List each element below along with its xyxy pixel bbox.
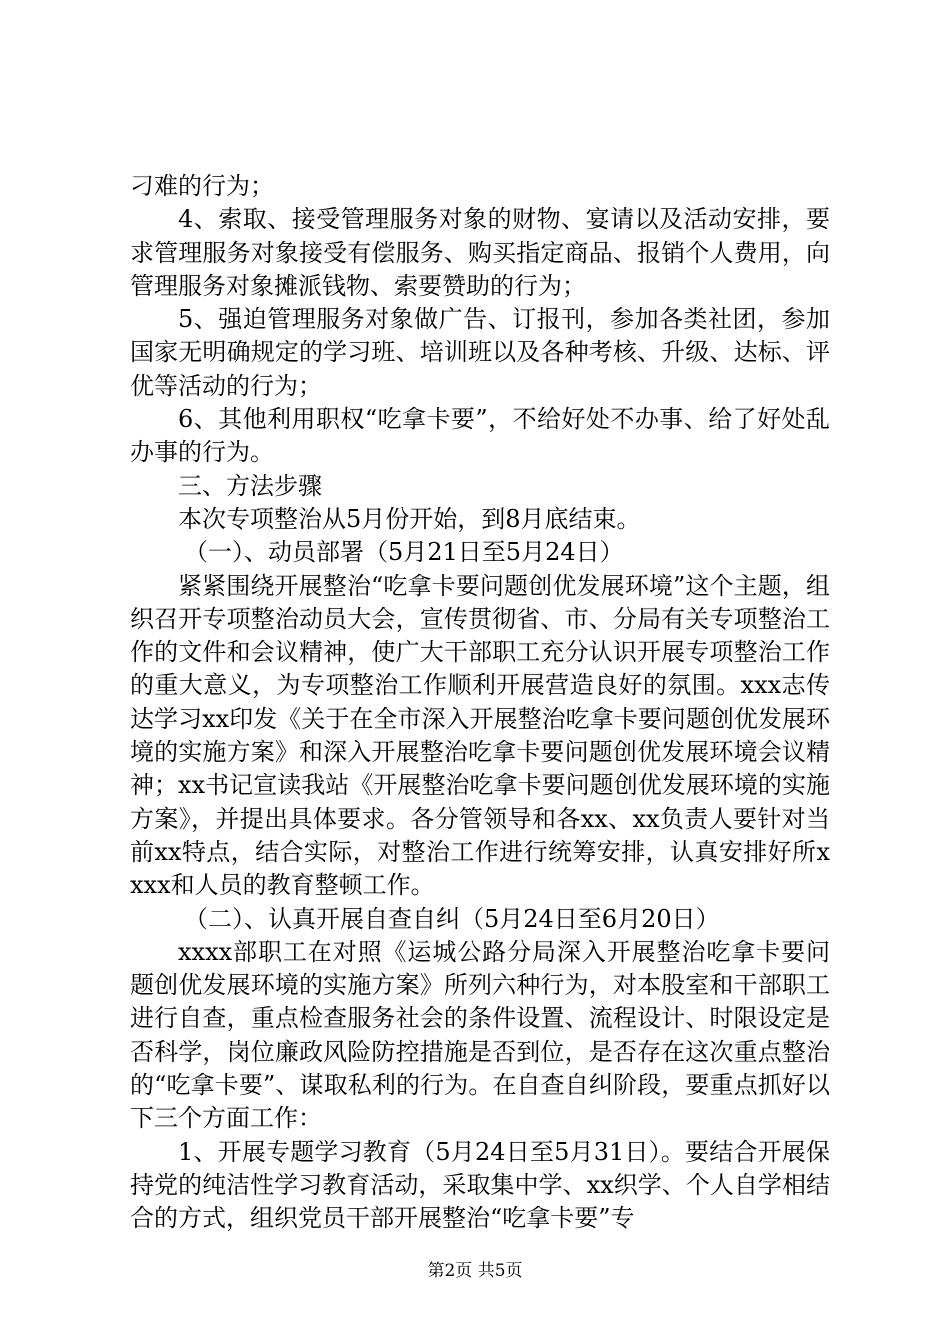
section-heading-methods: 三、方法步骤 — [178, 471, 322, 500]
subheading-mobilization: （一）、动员部署（5月21日至5月24日） — [184, 538, 624, 567]
paragraph-mobilization: 紧紧围绕开展整治“吃拿卡要问题创优发展环境”这个主题，组织召开专项整治动员大会，宣传贯彻省、市、分局有关专项整治工作的文件和会议精神，使广大干部职工充分认识开展专项整治工作的重大意义，为专项整治工作顺利开展营造良好的氛围。xxx志传达学习xx印发《关于在全市深入开展整治吃拿卡要问题创优发展环境的实施方案》和深入开展整治吃拿卡要问题创优发展环境会议精神；xx书记宣读我站《开展整治吃拿卡要问题创优发展环境的实施方案》，并提出具体要求。各分管领导和各xx、xx负责人要针对当前xx特点，结合实际，对整治工作进行统筹安排，认真安排好所xxxx和人员的教育整顿工作。 — [130, 571, 830, 900]
paragraph-item-4: 4、索取、接受管理服务对象的财物、宴请以及活动安排，要求管理服务对象接受有偿服务、购买指定商品、报销个人费用，向管理服务对象摊派钱物、索要赞助的行为； — [130, 205, 830, 300]
paragraph-continued: 刁难的行为； — [130, 172, 274, 200]
paragraph-schedule: 本次专项整治从5月份开始，到8月底结束。 — [178, 504, 641, 533]
paragraph-item-5: 5、强迫管理服务对象做广告、订报刊，参加各类社团，参加国家无明确规定的学习班、培训班以及各种考核、升级、达标、评优等活动的行为； — [130, 305, 830, 400]
page-number-footer: 第2页 共5页 — [427, 1261, 523, 1281]
subheading-self-inspection: （二）、认真开展自查自纠（5月24日至6月20日） — [184, 904, 720, 933]
paragraph-self-inspection: xxxx部职工在对照《运城公路分局深入开展整治吃拿卡要问题创优发展环境的实施方案》所列六种行为，对本股室和干部职工进行自查，重点检查服务社会的条件设置、流程设计、时限设定是否科学，岗位廉政风险防控措施是否到位，是否存在这次重点整治的“吃拿卡要”、谋取私利的行为。在自查自纠阶段，要重点抓好以下三个方面工作： — [130, 937, 830, 1133]
paragraph-study-education: 1、开展专题学习教育（5月24日至5月31日）。要结合开展保持党的纯洁性学习教育活动，采取集中学、xx织学、个人自学相结合的方式，组织党员干部开展整治“吃拿卡要”专 — [130, 1137, 830, 1233]
document-body — [130, 170, 830, 1236]
paragraph-item-6: 6、其他利用职权“吃拿卡要”，不给好处不办事、给了好处乱办事的行为。 — [130, 405, 830, 467]
